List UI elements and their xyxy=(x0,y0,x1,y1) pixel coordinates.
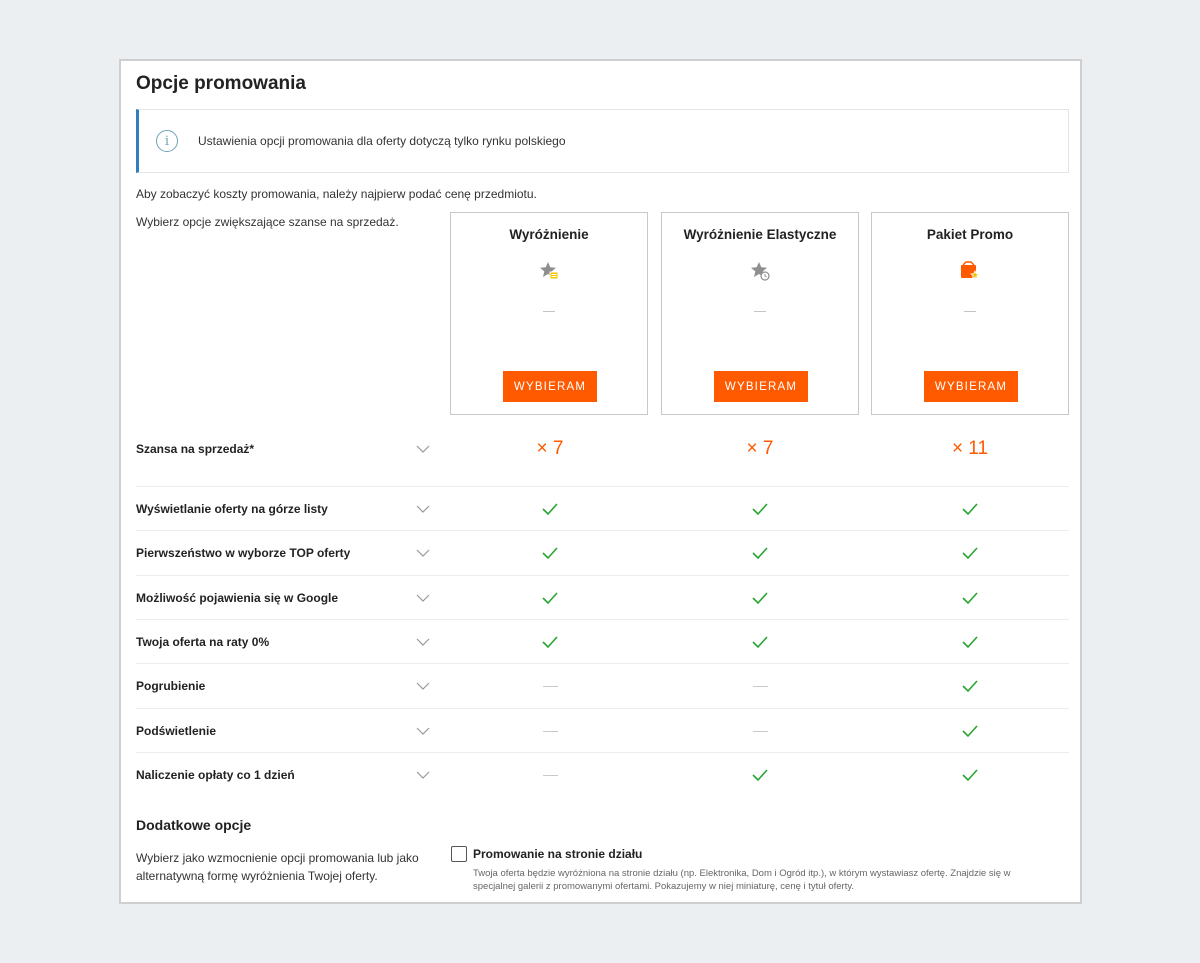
feature-row xyxy=(136,620,1069,664)
department-promo-description: Twoja oferta będzie wyróżniona na stronie działu (np. Elektronika, Dom i Ogród itp.), w którym wystawiasz ofertę. Znajdzie się w specjalnej galerii z promowanymi ofertami. Pokazujemy w niej miniaturę, cenę i tytuł oferty. xyxy=(473,868,1011,892)
check-icon xyxy=(530,545,570,566)
check-icon xyxy=(740,545,780,566)
choose-text: Wybierz opcje zwiększające szanse na sprzedaż. xyxy=(136,215,399,229)
feature-row xyxy=(136,709,1069,753)
chevron-down-icon[interactable] xyxy=(416,724,430,738)
check-icon xyxy=(950,767,990,788)
package-card-wyroznienie-elastyczne xyxy=(661,212,859,415)
star-clock-icon xyxy=(749,260,771,282)
feature-row xyxy=(136,753,1069,797)
check-icon xyxy=(950,501,990,522)
feature-row xyxy=(136,487,1069,531)
package-name: Pakiet Promo xyxy=(926,227,1014,242)
page-title: Opcje promowania xyxy=(136,73,306,94)
feature-label: Możliwość pojawienia się w Google xyxy=(136,591,339,605)
unavailable-dash xyxy=(740,686,780,687)
star-list-icon xyxy=(538,260,560,282)
package-card-pakiet-promo xyxy=(871,212,1069,415)
feature-label: Pogrubienie xyxy=(136,679,206,693)
check-icon xyxy=(740,634,780,655)
price-note: Aby zobaczyć koszty promowania, należy najpierw podać cenę przedmiotu. xyxy=(136,187,537,201)
info-banner xyxy=(136,109,1069,173)
check-icon xyxy=(740,501,780,522)
sale-chance-multiplier: × 7 xyxy=(536,438,564,459)
feature-label: Pierwszeństwo w wyborze TOP oferty xyxy=(136,546,351,560)
package-price xyxy=(964,311,976,312)
chevron-down-icon[interactable] xyxy=(416,591,430,605)
unavailable-dash xyxy=(530,731,570,732)
feature-label: Szansa na sprzedaż* xyxy=(136,442,255,456)
check-icon xyxy=(530,501,570,522)
choose-pakiet-promo-button[interactable]: WYBIERAM xyxy=(924,371,1018,402)
unavailable-dash xyxy=(740,731,780,732)
feature-label: Naliczenie opłaty co 1 dzień xyxy=(136,768,295,782)
unavailable-dash xyxy=(530,775,570,776)
check-icon xyxy=(950,590,990,611)
info-text: Ustawienia opcji promowania dla oferty dotyczą tylko rynku polskiego xyxy=(198,134,566,148)
check-icon xyxy=(950,678,990,699)
sale-chance-multiplier: × 7 xyxy=(746,438,774,459)
check-icon xyxy=(950,634,990,655)
chevron-down-icon[interactable] xyxy=(416,679,430,693)
feature-row xyxy=(136,531,1069,576)
feature-label: Podświetlenie xyxy=(136,724,217,738)
feature-label: Wyświetlanie oferty na górze listy xyxy=(136,502,328,516)
package-card-wyroznienie xyxy=(450,212,648,415)
check-icon xyxy=(950,723,990,744)
check-icon xyxy=(530,634,570,655)
package-name: Wyróżnienie xyxy=(509,227,589,242)
feature-row xyxy=(136,427,1069,487)
additional-options-description: Wybierz jako wzmocnienie opcji promowania lub jako alternatywną formę wyróżnienia Twojej oferty. xyxy=(136,851,419,883)
unavailable-dash xyxy=(530,686,570,687)
package-price xyxy=(754,311,766,312)
chevron-down-icon[interactable] xyxy=(416,635,430,649)
info-icon: i xyxy=(156,130,178,152)
chevron-down-icon[interactable] xyxy=(416,442,430,456)
chevron-down-icon[interactable] xyxy=(416,502,430,516)
choose-wyroznienie-button[interactable]: WYBIERAM xyxy=(503,371,597,402)
sale-chance-multiplier: × 11 xyxy=(951,438,989,459)
additional-options-title: Dodatkowe opcje xyxy=(136,817,252,833)
check-icon xyxy=(950,545,990,566)
feature-label: Twoja oferta na raty 0% xyxy=(136,635,270,649)
feature-row xyxy=(136,664,1069,709)
package-name: Wyróżnienie Elastyczne xyxy=(683,227,837,242)
department-promo-checkbox[interactable] xyxy=(451,846,467,862)
promo-package-icon xyxy=(959,260,981,282)
package-price xyxy=(543,311,555,312)
chevron-down-icon[interactable] xyxy=(416,768,430,782)
department-promo-label[interactable]: Promowanie na stronie działu xyxy=(473,847,643,861)
promo-options-panel xyxy=(119,59,1082,904)
check-icon xyxy=(530,590,570,611)
choose-wyroznienie-elastyczne-button[interactable]: WYBIERAM xyxy=(714,371,808,402)
check-icon xyxy=(740,767,780,788)
check-icon xyxy=(740,590,780,611)
feature-row xyxy=(136,576,1069,620)
chevron-down-icon[interactable] xyxy=(416,546,430,560)
